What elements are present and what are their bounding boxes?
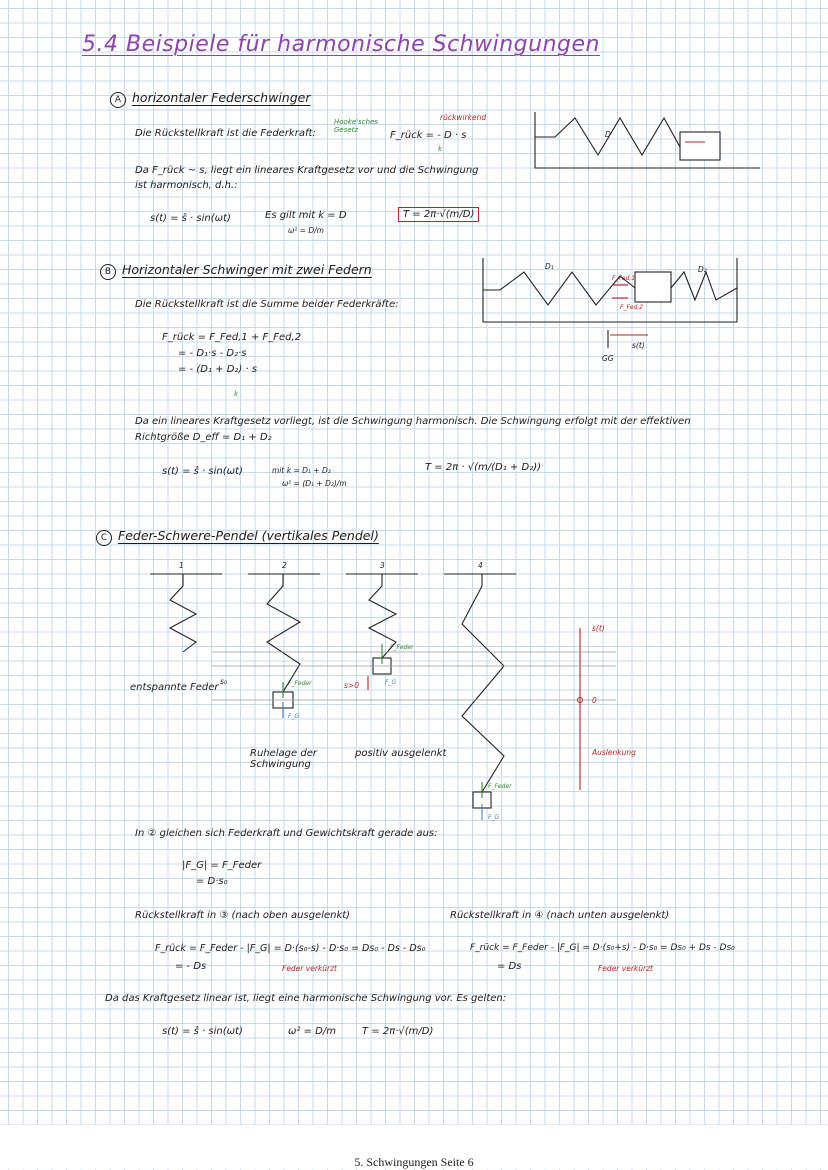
section-b-line1: Die Rückstellkraft ist die Summe beider Federkräfte: [135, 299, 399, 310]
fg-label-3: F_G [385, 679, 397, 686]
section-b-k: k [234, 390, 239, 398]
section-c-title: Feder-Schwere-Pendel (vertikales Pendel) [118, 528, 379, 543]
spring-c-4 [462, 574, 504, 792]
section-c-marker: C [96, 530, 112, 546]
axis-zero-label: 0 [592, 696, 597, 705]
pendulum-num-1: 1 [179, 561, 184, 570]
spring-c-2 [267, 574, 300, 692]
ruhelage-label: Ruhelage der Schwingung [250, 748, 317, 770]
section-a-es-gilt: Es gilt mit k = D [265, 210, 347, 221]
rueck4-title: Rückstellkraft in ④ (nach unten ausgelenkt) [450, 910, 670, 921]
section-b-marker: B [100, 264, 116, 280]
section-a-formula: F_rück = - D · s [390, 130, 467, 141]
rueck3-eq2: = - Ds [175, 961, 207, 972]
section-b-f1: F_Fed,1 [612, 275, 636, 282]
section-b-f2: F_Fed,2 [620, 304, 644, 311]
page-footer: 5. Schwingungen Seite 6 [354, 1155, 474, 1169]
section-a-line1: Die Rückstellkraft ist die Federkraft: [135, 128, 316, 139]
section-b-eq3: = - (D₁ + D₂) · s [178, 364, 258, 375]
section-b-omega: ω² = (D₁ + D₂)/m [282, 479, 347, 488]
spring-a [535, 118, 680, 155]
s0-label: s₀ [220, 677, 227, 686]
mass-b [635, 272, 671, 302]
ffeder-label-2: F_Feder [288, 680, 312, 687]
auslenkung-label: Auslenkung [592, 748, 636, 757]
fg-label-4: F_G [488, 814, 500, 821]
section-c-line1: In ② gleichen sich Federkraft und Gewichtskraft gerade aus: [135, 828, 438, 839]
fg-label-2: F_G [288, 713, 300, 720]
section-b-s-eq: s(t) = ŝ · sin(ωt) [162, 466, 243, 477]
axis-st-label: s(t) [592, 624, 605, 633]
ffeder-label-4: F_Feder [488, 783, 512, 790]
section-a-spring-label: D [605, 130, 611, 139]
section-b-eq2: = - D₁·s - D₂·s [178, 348, 247, 359]
section-b-gg: GG [602, 354, 614, 363]
mass-a [680, 132, 720, 160]
ffeder-label-3: F_Feder [390, 644, 414, 651]
section-b-line3: Richtgröße D_eff = D₁ + D₂ [135, 432, 272, 443]
pendulum-num-4: 4 [478, 561, 483, 570]
section-b-line2: Da ein lineares Kraftgesetz vorliegt, ist die Schwingung harmonisch. Die Schwingung erfolgt mit der effektiven [135, 416, 691, 427]
spring-b-right [671, 272, 737, 300]
rueck-note: rückwirkend [440, 113, 487, 122]
section-c-omega: ω² = D/m [288, 1026, 336, 1037]
section-c-period: T = 2π·√(m/D) [362, 1026, 434, 1037]
section-c-eq1: |F_G| = F_Feder [182, 860, 262, 871]
section-a-line2: Da F_rück ~ s, liegt ein lineares Kraftgesetz vor und die Schwingung [135, 165, 479, 176]
section-a-omega: ω² = D/m [288, 226, 324, 235]
section-a-k: k [438, 145, 443, 153]
rueck3-eq: F_rück = F_Feder - |F_G| = D·(s₀-s) - D·s₀ = Ds₀ - Ds - Ds₀ [155, 943, 426, 954]
section-b-eq1: F_rück = F_Fed,1 + F_Fed,2 [162, 332, 302, 343]
section-b-st: s(t) [632, 341, 645, 350]
section-a-line3: ist harmonisch, d.h.: [135, 180, 238, 191]
page-title: 5.4 Beispiele für harmonische Schwingungen [82, 32, 600, 57]
section-b-period: T = 2π · √(m/(D₁ + D₂)) [425, 462, 542, 473]
feder-verkuerzt-4: Feder verkürzt [598, 964, 653, 973]
pendulum-num-2: 2 [282, 561, 287, 570]
pendulum-num-3: 3 [380, 561, 385, 570]
section-b-d2: D₂ [698, 265, 707, 274]
section-c-s-eq: s(t) = ŝ · sin(ωt) [162, 1026, 243, 1037]
rueck3-title: Rückstellkraft in ③ (nach oben ausgelenkt) [135, 910, 351, 921]
rueck4-eq2: = Ds [497, 961, 522, 972]
section-c-eq2: = D·s₀ [196, 876, 228, 887]
section-b-d1: D₁ [545, 262, 554, 271]
section-a-s-eq: s(t) = ŝ · sin(ωt) [150, 213, 231, 224]
section-a-marker: A [110, 92, 126, 108]
spring-c-1 [170, 574, 196, 652]
s-gt0-label: s>0 [344, 681, 359, 690]
rueck4-eq: F_rück = F_Feder - |F_G| = D·(s₀+s) - D·s₀ = Ds₀ + Ds - Ds₀ [470, 943, 735, 953]
feder-verkuerzt-3: Feder verkürzt [282, 964, 337, 973]
section-a-period: T = 2π·√(m/D) [398, 207, 479, 222]
spring-b-left [483, 272, 635, 305]
conclusion-line: Da das Kraftgesetz linear ist, liegt eine harmonische Schwingung vor. Es gelten: [105, 993, 507, 1004]
section-b-mit: mit k = D₁ + D₂ [272, 466, 331, 475]
section-b-title: Horizontaler Schwinger mit zwei Federn [122, 262, 372, 277]
entspannt-label: entspannte Feder [130, 682, 219, 693]
hooke-note: Hooke'sches Gesetz [334, 118, 378, 134]
spring-a-wall [535, 112, 760, 168]
section-a-title: horizontaler Federschwinger [132, 90, 311, 105]
positiv-label: positiv ausgelenkt [355, 748, 447, 759]
